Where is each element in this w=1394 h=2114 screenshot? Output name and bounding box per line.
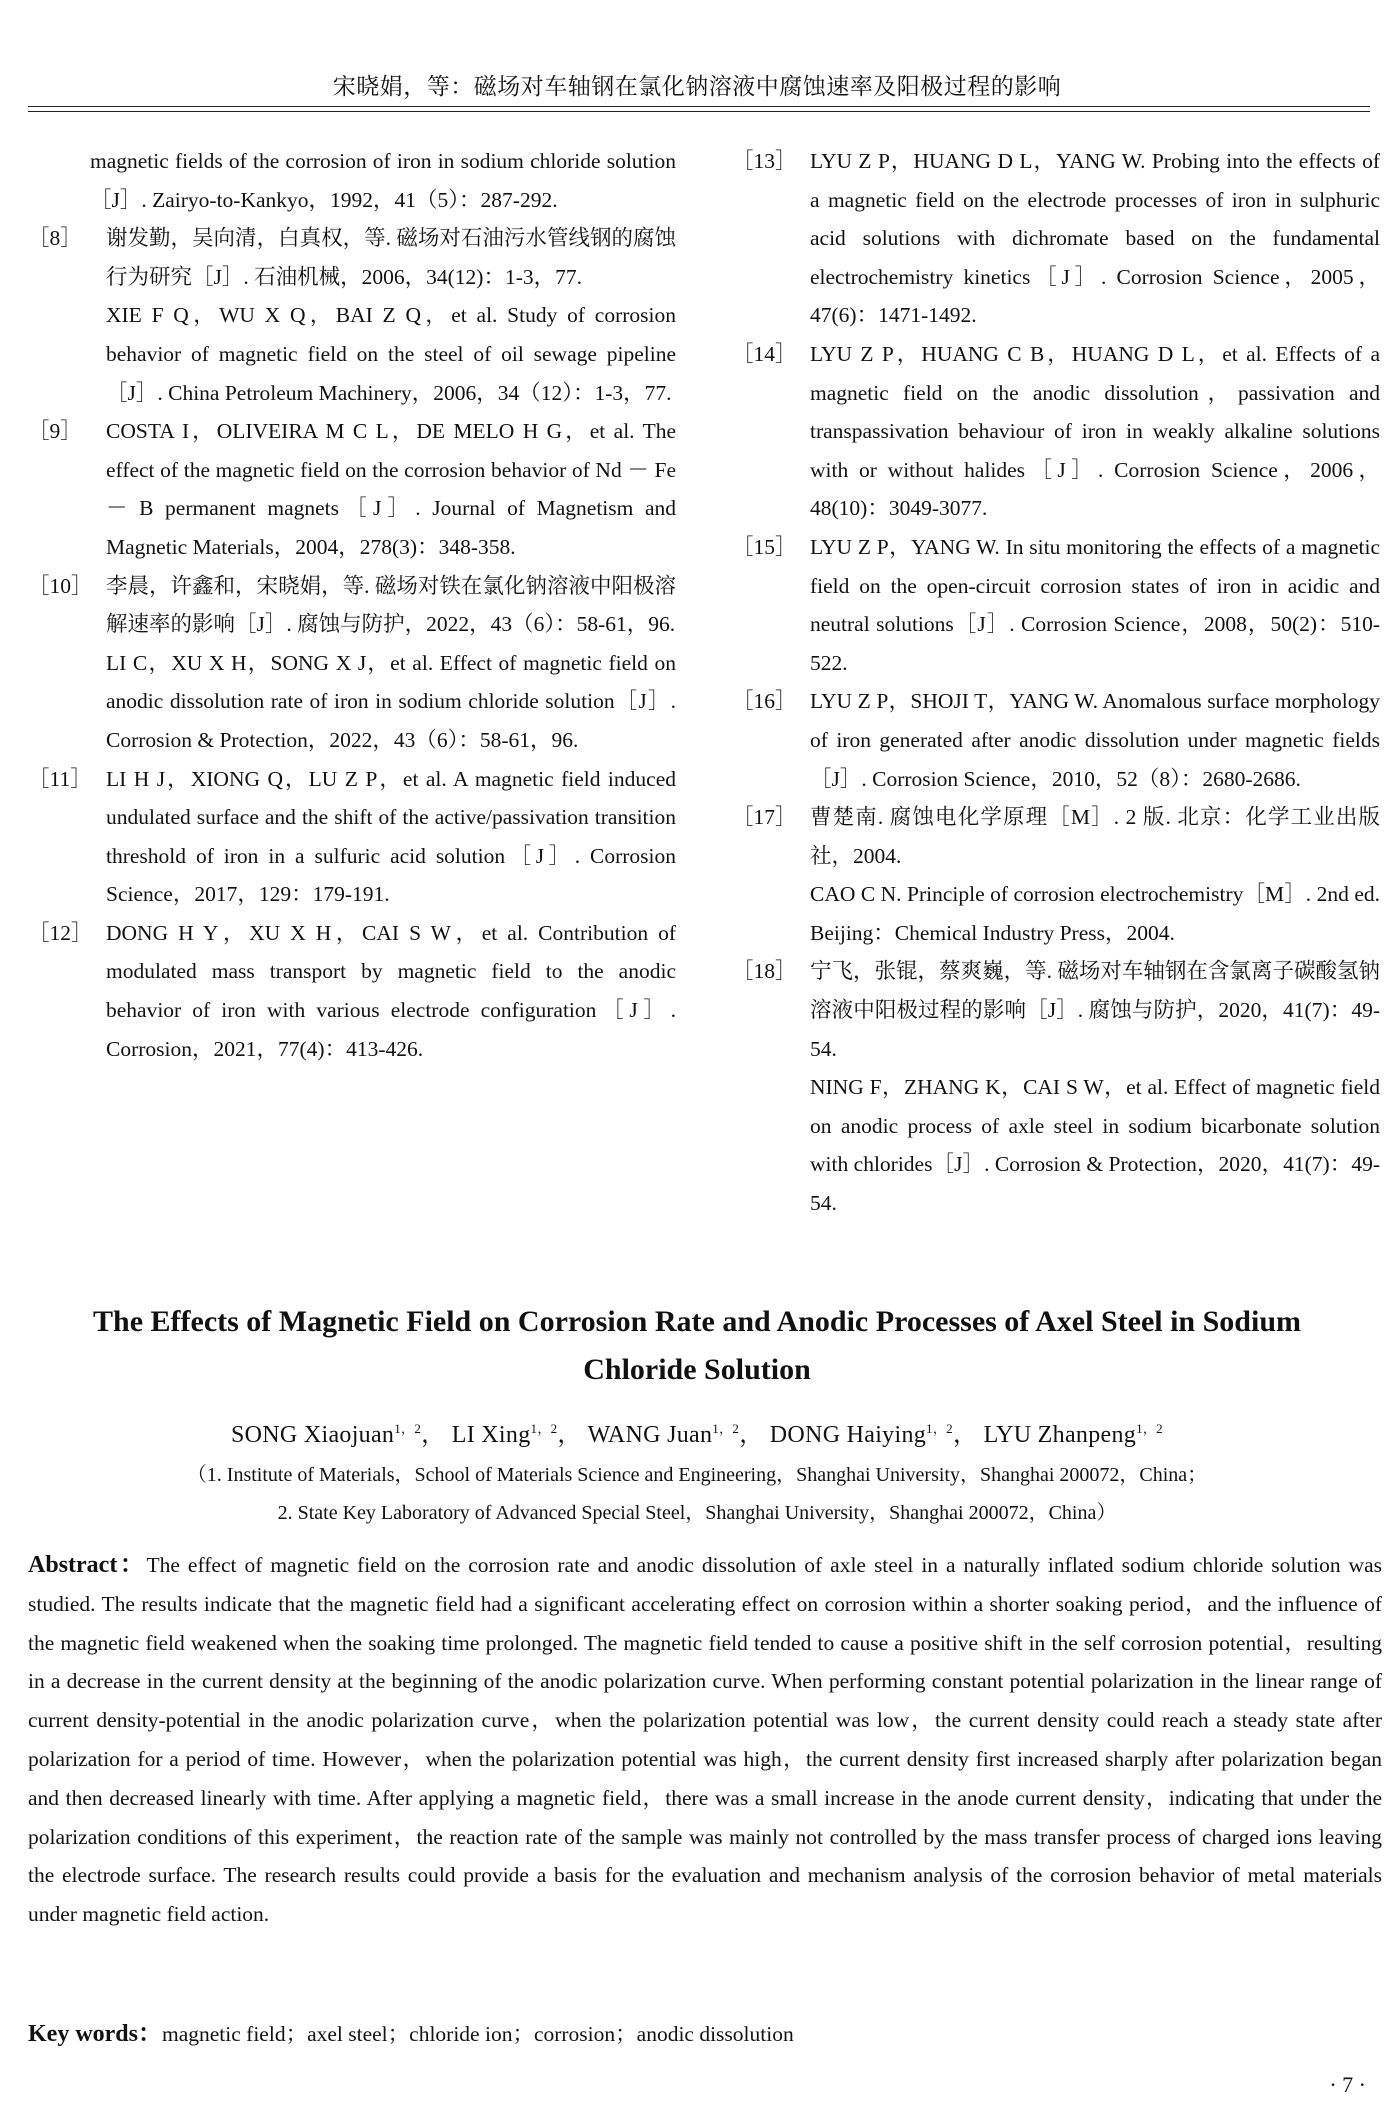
reference-text: DONG H Y，XU X H，CAI S W，et al. Contribution of modulated mass transport by magnetic field to the anodic behavior of iron with various electrode configuration［J］. Corrosion，2021，77(4)：413-426. [106,920,676,1061]
abstract [28,1546,1382,1934]
reference-15 [732,528,1380,682]
page-number: · 7 · [1329,2072,1366,2097]
reference-text: LYU Z P，YANG W. In situ monitoring the effects of a magnetic field on the open-circuit corrosion states of iron in acidic and neutral solutions［J］. Corrosion Science，2008，50(2)：510-522. [810,534,1380,675]
reference-number: ［9］ [28,419,82,444]
reference-text: 曹楚南. 腐蚀电化学原理［M］. 2 版. 北京：化学工业出版社，2004. [810,805,1380,868]
reference-text: COSTA I，OLIVEIRA M C L，DE MELO H G，et al. The effect of the magnetic field on the corrosion behavior of Nd － Fe － B permanent magnets［J］. Journal of Magnetism and Magnetic Materials，2004，278(3)：348-358. [106,419,676,559]
reference-number: ［15］ [732,534,797,559]
reference-text-en: NING F，ZHANG K，CAI S W，et al. Effect of magnetic field on anodic process of axle steel in sodium bicarbonate solution with chlorides［J］. Corrosion & Protection，2020，41(7)：49-54. [810,1075,1380,1216]
reference-number: ［14］ [732,341,797,366]
author-affiliation-mark: 1，2 [712,1421,740,1436]
keywords-label: Key words： [28,2021,162,2047]
reference-text: LYU Z P，HUANG D L，YANG W. Probing into the effects of a magnetic field on the electrode processes of iron in sulphuric acid solutions with dichromate based on the fundamental electrochemistry kinetics［J］. Corrosion Science，2005，47(6)：1471-1492. [810,149,1380,328]
reference-text: 宁飞，张锟，蔡爽巍，等. 磁场对车轴钢在含氯离子碳酸氢钠溶液中阳极过程的影响［J］. 腐蚀与防护，2020，41(7)：49-54. [810,959,1380,1061]
references-right-column [732,142,1380,1223]
keywords [28,2016,1382,2052]
author-affiliation-mark: 1，2 [1136,1421,1163,1436]
author-affiliation-mark: 1，2 [530,1421,558,1436]
reference-number: ［17］ [732,805,797,830]
reference-text: LYU Z P，HUANG C B，HUANG D L，et al. Effects of a magnetic field on the anodic dissolution，passivation and transpassivation behaviour of iron in weakly alkaline solutions with or without halides［J］. Corrosion Science，2006，48(10)：3049-3077. [810,341,1380,521]
abstract-label: Abstract： [28,1552,147,1578]
reference-number: ［13］ [732,149,797,173]
reference-9 [28,412,676,566]
keywords-text: magnetic field；axel steel；chloride ion；corrosion；anodic dissolution [162,2022,794,2046]
reference-text: magnetic fields of the corrosion of iron in sodium chloride solution［J］. Zairyo-to-Kankyo，1992，41（5）：287-292. [90,149,676,212]
reference-text-en: XIE F Q，WU X Q，BAI Z Q，et al. Study of corrosion behavior of magnetic field on the steel of oil sewage pipeline［J］. China Petroleum Machinery，2006，34（12）：1-3，77. [106,303,676,405]
author-name: WANG Juan [587,1422,713,1448]
author-name: SONG Xiaojuan [231,1422,395,1448]
reference-8 [28,219,676,412]
author-name: LI Xing [451,1422,531,1448]
reference-text: LYU Z P，SHOJI T，YANG W. Anomalous surface morphology of iron generated after anodic dissolution under magnetic fields［J］. Corrosion Science，2010，52（8）：2680-2686. [810,689,1380,791]
reference-13 [732,142,1380,335]
reference-17 [732,798,1380,952]
reference-text-en: CAO C N. Principle of corrosion electrochemistry［M］. 2nd ed. Beijing：Chemical Industry Press，2004. [810,882,1380,945]
reference-number: ［12］ [28,920,93,945]
affiliation-line-2: 2. State Key Laboratory of Advanced Special Steel，Shanghai University，Shanghai 200072，China） [277,1502,1117,1524]
running-header: 宋晓娟，等：磁场对车轴钢在氯化钠溶液中腐蚀速率及阳极过程的影响 [332,74,1062,99]
header-rule-thick [28,106,1370,107]
reference-text: 谢发勤，吴向清，白真权，等. 磁场对石油污水管线钢的腐蚀行为研究［J］. 石油机械，2006，34(12)：1-3，77. [106,226,676,289]
reference-number: ［18］ [732,959,797,984]
author-affiliation-mark: 1，2 [926,1421,953,1436]
author-name: DONG Haiying [769,1422,927,1448]
author-name: LYU Zhanpeng [983,1422,1137,1448]
reference-10 [28,567,676,760]
reference-number: ［8］ [28,226,82,251]
abstract-text: The effect of magnetic field on the corrosion rate and anodic dissolution of axle steel in a naturally inflated sodium chloride solution was studied. The results indicate that the magnetic field had a significant accelerating effect on corrosion within a shorter soaking period，and the influence of the magnetic field weakened when the soaking time prolonged. The magnetic field tended to cause a positive shift in the self corrosion potential，resulting in a decrease in the current density at the beginning of the anodic polarization curve. When performing constant potential polarization in the linear range of current density-potential in the anodic polarization curve，when the polarization potential was low，the current density could reach a steady state after polarization for a period of time. However，when the polarization potential was high，the current density first increased sharply after polarization began and then decreased linearly with time. After applying a magnetic field，there was a small increase in the anode current density，indicating that under the polarization conditions of this experiment，the reaction rate of the sample was mainly not controlled by the mass transfer process of charged ions leaving the electrode surface. The research results could provide a basis for the evaluation and mechanism analysis of the corrosion behavior of metal materials under magnetic field action. [28,1553,1382,1927]
affiliation-line-1: （1. Institute of Materials，School of Materials Science and Engineering，Shanghai University，Shanghai 200072，China； [186,1464,1208,1486]
header-rule-thin [28,111,1370,112]
reference-text: 李晨，许鑫和，宋晓娟，等. 磁场对铁在氯化钠溶液中阳极溶解速率的影响［J］. 腐蚀与防护，2022，43（6）：58-61，96. [106,573,676,637]
reference-number: ［11］ [28,766,92,791]
author-affiliation-mark: 1，2 [394,1421,422,1436]
author-list: SONG Xiaojuan$^{1,2}$， LI Xing$^{1,2}$， WANG Juan$^{1,2}$， DONG Haiying$^{1,2}$， LYU Zhanpeng$^{1,2}$ [231,1421,1163,1448]
reference-14 [732,335,1380,528]
references-left-column [28,142,676,1068]
reference-number: ［16］ [732,689,797,714]
reference-16 [732,682,1380,798]
reference-12 [28,914,676,1068]
reference-number: ［10］ [28,573,93,598]
reference-18 [732,952,1380,1222]
reference-text: LI H J，XIONG Q，LU Z P，et al. A magnetic field induced undulated surface and the shift of the active/passivation transition threshold of iron in a sulfuric acid solution［J］. Corrosion Science，2017，129：179-191. [106,766,676,907]
reference-text-en: LI C，XU X H，SONG X J，et al. Effect of magnetic field on anodic dissolution rate of iron in sodium chloride solution［J］. Corrosion & Protection，2022，43（6）：58-61，96. [106,650,676,752]
reference-11 [28,760,676,914]
affiliations [0,1456,1394,1532]
english-title: The Effects of Magnetic Field on Corrosion Rate and Anodic Processes of Axel Steel in Sodium Chloride Solution [93,1305,1301,1386]
reference-7-continued [28,142,676,219]
